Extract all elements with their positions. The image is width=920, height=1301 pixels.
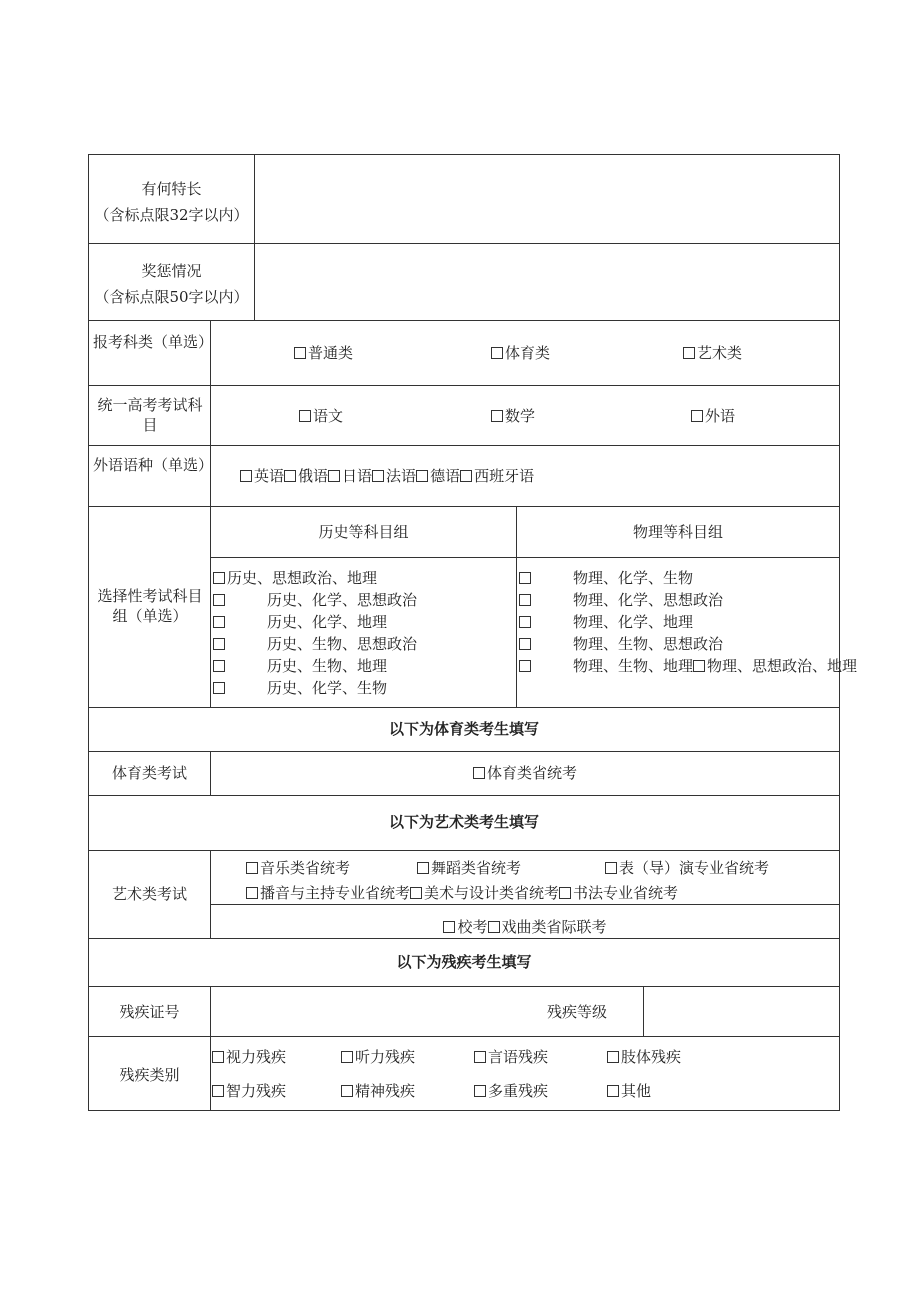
checkbox[interactable] [605, 862, 617, 874]
exam-subject-math[interactable]: 数学 [491, 406, 535, 426]
history-group-header: 历史等科目组 [318, 523, 409, 541]
checkbox[interactable] [213, 572, 225, 584]
disability-visual[interactable]: 视力残疾 [212, 1047, 286, 1067]
checkbox[interactable] [213, 594, 225, 606]
foreign-lang-options [240, 466, 534, 486]
sports-section-title: 以下为体育类考生填写 [388, 720, 539, 738]
specialty-input[interactable] [255, 155, 839, 243]
checkbox[interactable] [212, 1085, 224, 1097]
physics-option[interactable]: 物理、化学、地理 [519, 611, 837, 633]
checkbox[interactable] [473, 767, 485, 779]
exam-subject-chinese[interactable]: 语文 [299, 406, 343, 426]
art-exam-label: 艺术类考试 [111, 885, 187, 903]
lang-english[interactable]: 英语 [240, 467, 284, 485]
history-option[interactable]: 历史、生物、地理 [213, 655, 513, 677]
checkbox[interactable] [519, 594, 531, 606]
physics-option[interactable]: 物理、生物、思想政治 [519, 633, 837, 655]
art-options-row2 [246, 883, 678, 903]
checkbox[interactable] [299, 410, 311, 422]
awards-label: 奖惩情况 [141, 262, 202, 280]
sports-exam-label: 体育类考试 [111, 764, 187, 782]
awards-note: （含标点限50字以内） [94, 288, 249, 306]
checkbox[interactable] [460, 470, 472, 482]
disability-physical[interactable]: 肢体残疾 [607, 1047, 681, 1067]
checkbox[interactable] [474, 1051, 486, 1063]
lang-german[interactable]: 德语 [416, 467, 460, 485]
disability-multiple[interactable]: 多重残疾 [474, 1081, 548, 1101]
physics-option[interactable]: 物理、化学、生物 [519, 567, 837, 589]
checkbox[interactable] [519, 638, 531, 650]
checkbox[interactable] [372, 470, 384, 482]
physics-option-combined [519, 655, 858, 677]
art-option-performance[interactable]: 表（导）演专业省统考 [605, 858, 769, 878]
unified-exam-label: 统一高考考试科目 [97, 396, 203, 434]
disability-cert-label: 残疾证号 [119, 1003, 180, 1021]
checkbox[interactable] [607, 1085, 619, 1097]
history-options [213, 567, 513, 699]
category-option-sports[interactable]: 体育类 [491, 343, 550, 363]
disability-type-label: 残疾类别 [119, 1066, 180, 1084]
checkbox[interactable] [246, 862, 258, 874]
disability-other[interactable]: 其他 [607, 1081, 651, 1101]
application-form [88, 154, 858, 1111]
lang-japanese[interactable]: 日语 [328, 467, 372, 485]
art-option-broadcasting[interactable]: 播音与主持专业省统考 [246, 884, 410, 902]
sports-exam-option[interactable]: 体育类省统考 [211, 763, 839, 783]
lang-spanish[interactable]: 西班牙语 [460, 467, 534, 485]
history-option[interactable]: 历史、化学、思想政治 [213, 589, 513, 611]
checkbox[interactable] [488, 921, 500, 933]
art-options-row3 [211, 917, 839, 937]
checkbox[interactable] [213, 616, 225, 628]
checkbox[interactable] [691, 410, 703, 422]
checkbox[interactable] [607, 1051, 619, 1063]
checkbox[interactable] [519, 572, 531, 584]
awards-input[interactable] [255, 244, 839, 320]
art-option-school-exam[interactable]: 校考 [443, 918, 487, 936]
checkbox[interactable] [213, 638, 225, 650]
history-option[interactable]: 历史、思想政治、地理 [213, 567, 513, 589]
art-option-opera[interactable]: 戏曲类省际联考 [488, 918, 607, 936]
art-option-calligraphy[interactable]: 书法专业省统考 [559, 884, 678, 902]
checkbox[interactable] [410, 887, 422, 899]
foreign-lang-label: 外语语种（单选） [93, 456, 214, 474]
checkbox[interactable] [212, 1051, 224, 1063]
history-option[interactable]: 历史、化学、生物 [213, 677, 513, 699]
checkbox[interactable] [284, 470, 296, 482]
exam-subject-foreign[interactable]: 外语 [691, 406, 735, 426]
physics-options [519, 567, 858, 677]
physics-option[interactable]: 物理、化学、思想政治 [519, 589, 837, 611]
physics-option[interactable]: 物理、生物、地理 [519, 657, 693, 675]
disability-hearing[interactable]: 听力残疾 [341, 1047, 415, 1067]
checkbox[interactable] [341, 1051, 353, 1063]
specialty-note: （含标点限32字以内） [94, 206, 249, 224]
checkbox[interactable] [519, 660, 531, 672]
physics-group-header: 物理等科目组 [632, 523, 723, 541]
checkbox[interactable] [213, 682, 225, 694]
checkbox[interactable] [341, 1085, 353, 1097]
checkbox[interactable] [416, 470, 428, 482]
lang-russian[interactable]: 俄语 [284, 467, 328, 485]
disability-cert-input[interactable] [211, 987, 541, 1036]
category-option-art[interactable]: 艺术类 [683, 343, 742, 363]
checkbox[interactable] [683, 347, 695, 359]
checkbox[interactable] [213, 660, 225, 672]
art-option-dance[interactable]: 舞蹈类省统考 [417, 858, 521, 878]
checkbox[interactable] [328, 470, 340, 482]
disability-mental[interactable]: 精神残疾 [341, 1081, 415, 1101]
checkbox[interactable] [443, 921, 455, 933]
checkbox[interactable] [491, 410, 503, 422]
physics-option[interactable]: 物理、思想政治、地理 [693, 657, 857, 675]
checkbox[interactable] [294, 347, 306, 359]
history-option[interactable]: 历史、生物、思想政治 [213, 633, 513, 655]
art-section-title: 以下为艺术类考生填写 [388, 813, 539, 831]
specialty-label: 有何特长 [141, 180, 202, 198]
category-option-general[interactable]: 普通类 [294, 343, 353, 363]
checkbox[interactable] [693, 660, 705, 672]
disability-intellectual[interactable]: 智力残疾 [212, 1081, 286, 1101]
disability-speech[interactable]: 言语残疾 [474, 1047, 548, 1067]
checkbox[interactable] [474, 1085, 486, 1097]
art-option-music[interactable]: 音乐类省统考 [246, 858, 350, 878]
checkbox[interactable] [491, 347, 503, 359]
disability-section-title: 以下为残疾考生填写 [396, 953, 532, 971]
art-option-fine-arts[interactable]: 美术与设计类省统考 [410, 884, 559, 902]
lang-french[interactable]: 法语 [372, 467, 416, 485]
checkbox[interactable] [240, 470, 252, 482]
elective-label: 选择性考试科目组（单选） [97, 587, 203, 625]
checkbox[interactable] [519, 616, 531, 628]
checkbox[interactable] [246, 887, 258, 899]
checkbox[interactable] [417, 862, 429, 874]
history-option[interactable]: 历史、化学、地理 [213, 611, 513, 633]
disability-level-input[interactable] [644, 987, 839, 1036]
disability-level-label: 残疾等级 [547, 1003, 608, 1021]
category-label: 报考科类（单选） [93, 333, 214, 351]
checkbox[interactable] [559, 887, 571, 899]
